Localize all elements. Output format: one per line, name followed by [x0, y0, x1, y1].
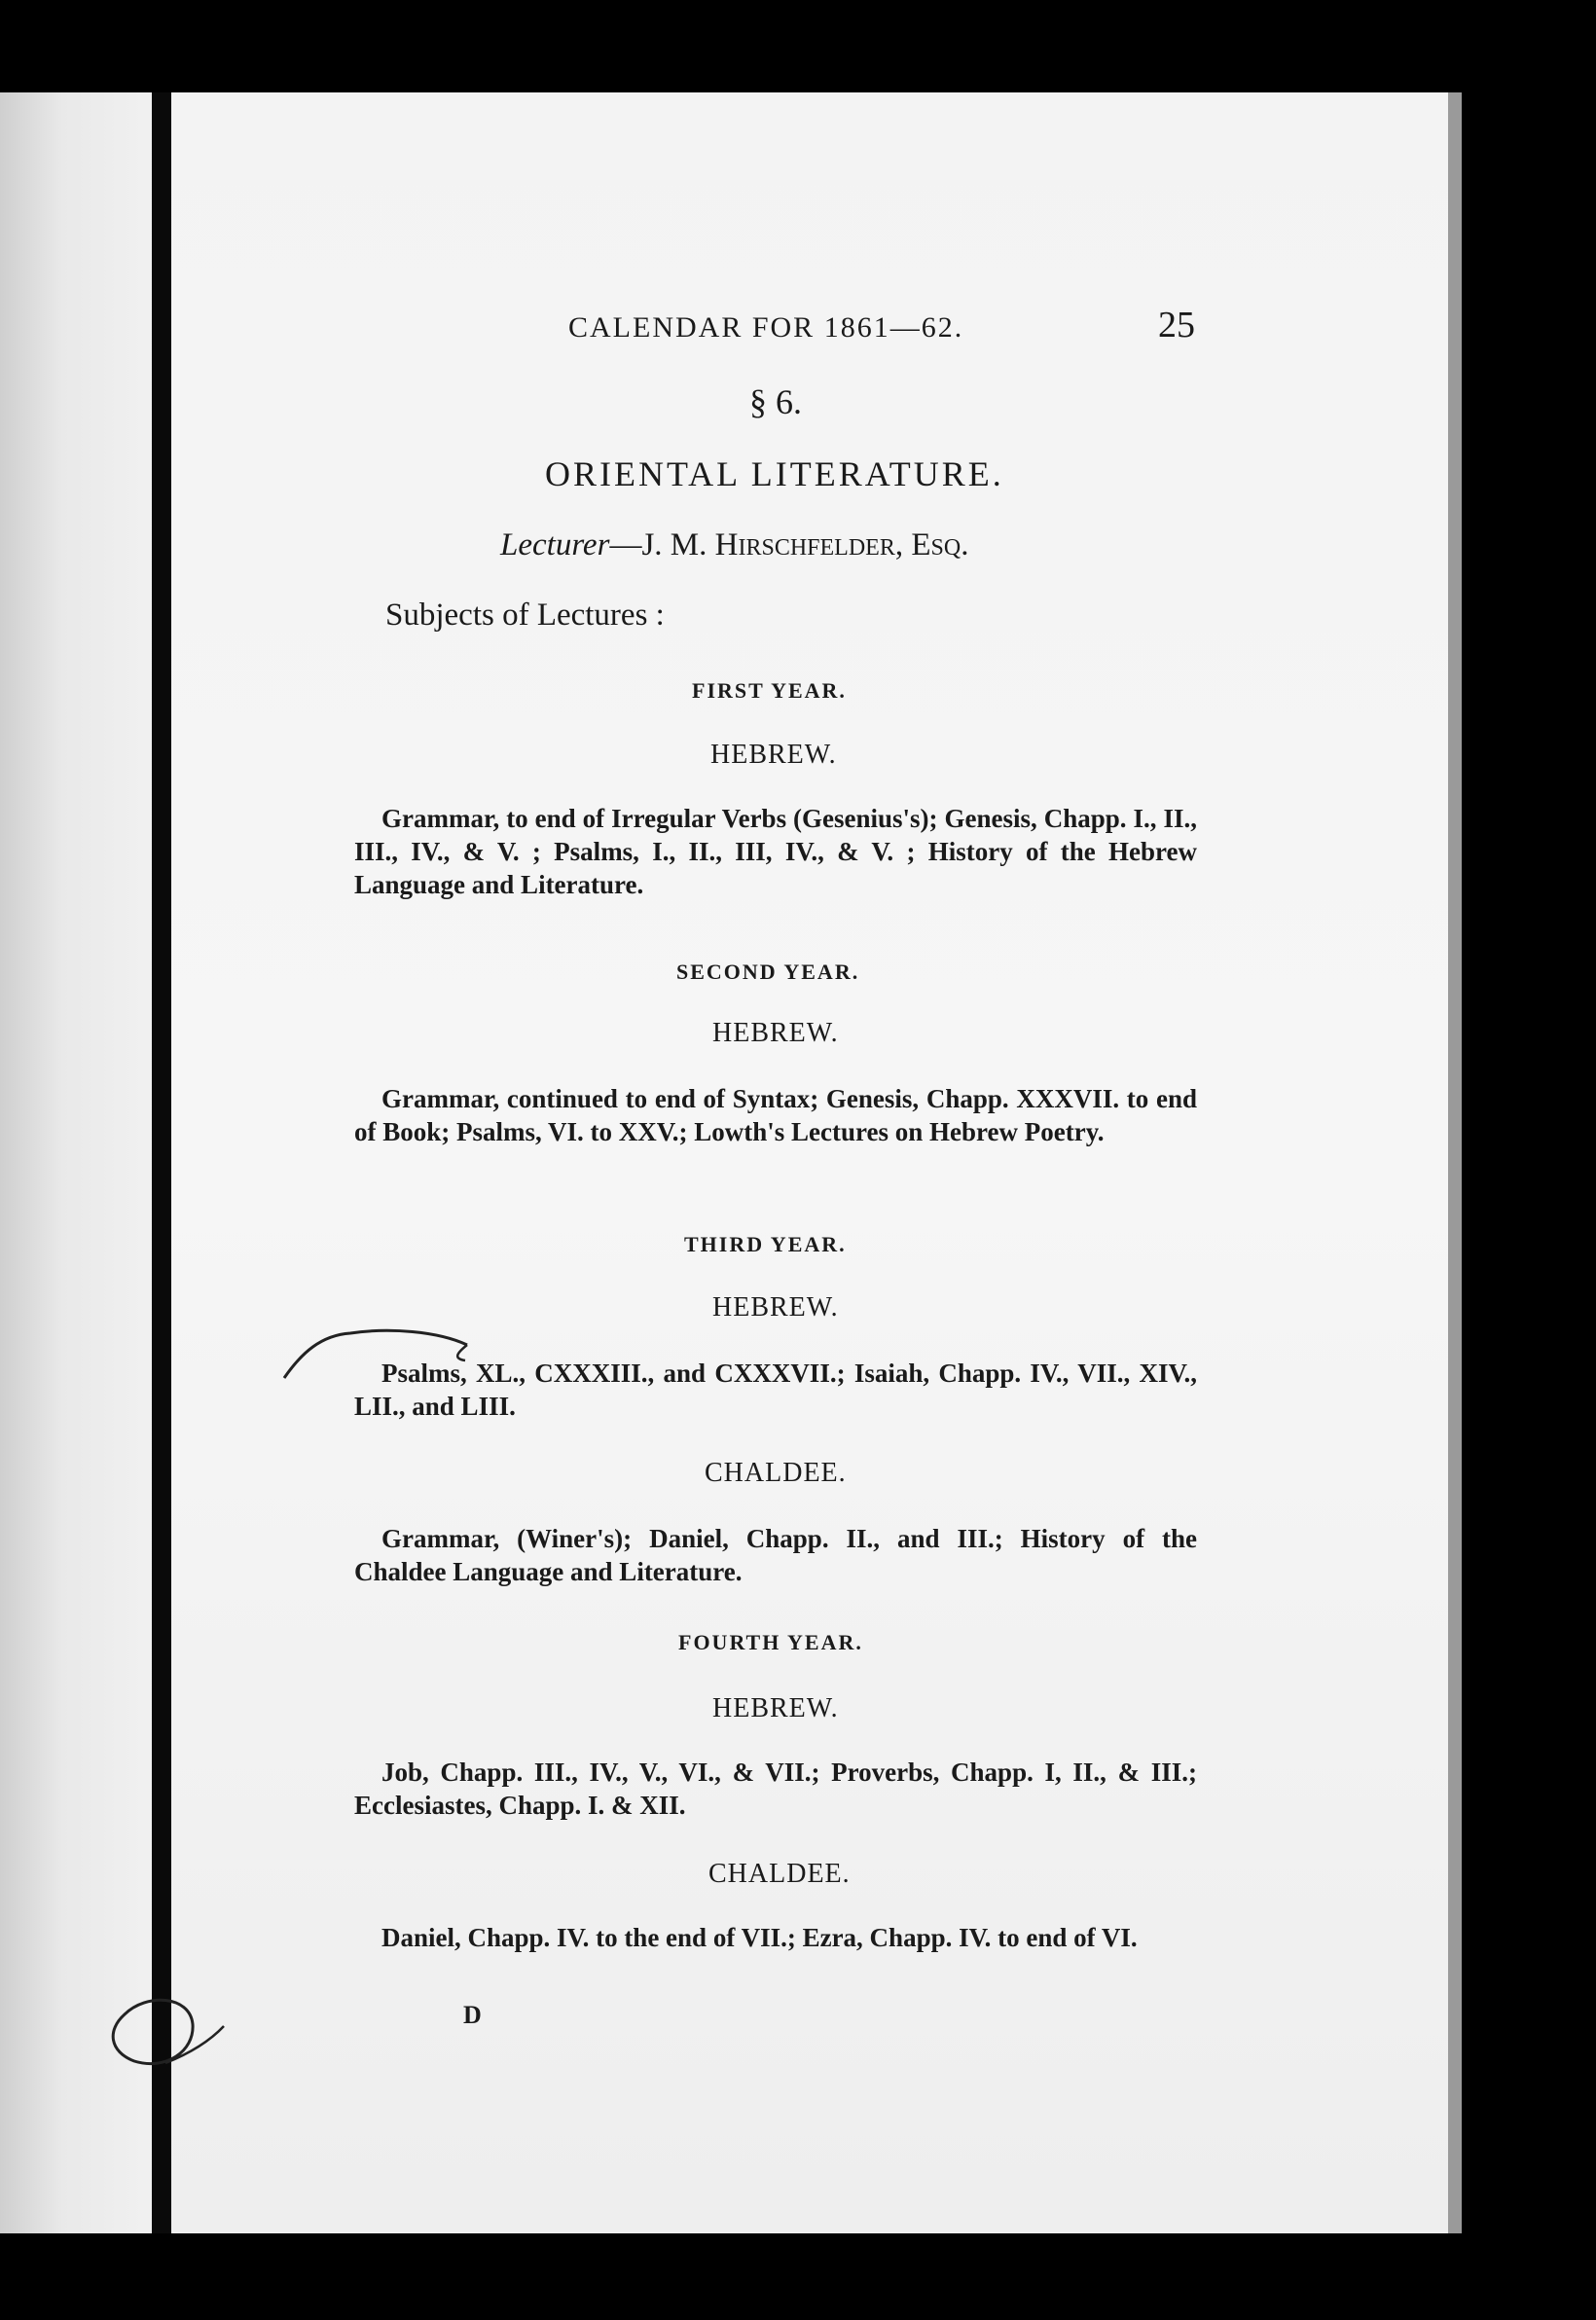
- year-heading: THIRD YEAR.: [684, 1232, 847, 1256]
- syllabus-paragraph: Grammar, (Winer's); Daniel, Chapp. II., and III.; History of the Chaldee Language and Literature.: [354, 1524, 1197, 1586]
- lecturer-suffix-initial: E: [911, 527, 931, 562]
- lecturer-period: .: [961, 527, 969, 562]
- running-head-title: CALENDAR FOR 1861—62.: [568, 311, 964, 344]
- syllabus-paragraph: Job, Chapp. III., IV., V., VI., & VII.; Proverbs, Chapp. I, II., & III.; Ecclesiastes, Chapp. I. & XII.: [354, 1758, 1197, 1820]
- section-number: § 6.: [749, 382, 802, 421]
- syllabus-paragraph: Grammar, to end of Irregular Verbs (Gesenius's); Genesis, Chapp. I., II., III., IV., & V. ; Psalms, I., II., III, IV., & V. ; History of the Hebrew Language and Literature.: [354, 804, 1197, 899]
- lecturer-surname-rest: IRSCHFELDER: [738, 535, 895, 561]
- language-heading: CHALDEE.: [708, 1859, 851, 1889]
- year-heading: FIRST YEAR.: [692, 678, 847, 703]
- syllabus-paragraph: Psalms, XL., CXXXIII., and CXXXVII.; Isaiah, Chapp. IV., VII., XIV., LII., and LIII.: [354, 1359, 1197, 1421]
- language-heading: HEBREW.: [710, 740, 837, 770]
- language-heading: HEBREW.: [712, 1292, 839, 1323]
- lecturer-role: Lecturer: [500, 527, 610, 562]
- lecturer-suffix-rest: SQ: [930, 535, 961, 561]
- year-heading: FOURTH YEAR.: [678, 1630, 863, 1654]
- signature-mark: D: [463, 2001, 482, 2029]
- pencil-stroke-mark: [457, 1345, 467, 1360]
- pencil-stroke-mark: [284, 1330, 467, 1378]
- syllabus-paragraph: Daniel, Chapp. IV. to the end of VII.; Ezra, Chapp. IV. to end of VI.: [381, 1923, 1138, 1952]
- language-heading: HEBREW.: [712, 1693, 839, 1723]
- lecturer-initials: —J. M.: [609, 527, 715, 562]
- lecturer-comma: ,: [894, 527, 912, 562]
- pencil-circle-mark: [113, 2000, 193, 2063]
- language-heading: HEBREW.: [712, 1018, 839, 1048]
- language-heading: CHALDEE.: [705, 1458, 847, 1488]
- subjects-label: Subjects of Lectures :: [385, 598, 665, 633]
- year-heading: SECOND YEAR.: [676, 960, 860, 984]
- section-title: ORIENTAL LITERATURE.: [545, 454, 1004, 493]
- syllabus-paragraph: Grammar, continued to end of Syntax; Genesis, Chapp. XXXVII. to end of Book; Psalms, VI. to XXV.; Lowth's Lectures on Hebrew Poetry.: [354, 1084, 1197, 1146]
- lecturer-surname-initial: H: [714, 527, 739, 562]
- page-number: 25: [1158, 305, 1195, 345]
